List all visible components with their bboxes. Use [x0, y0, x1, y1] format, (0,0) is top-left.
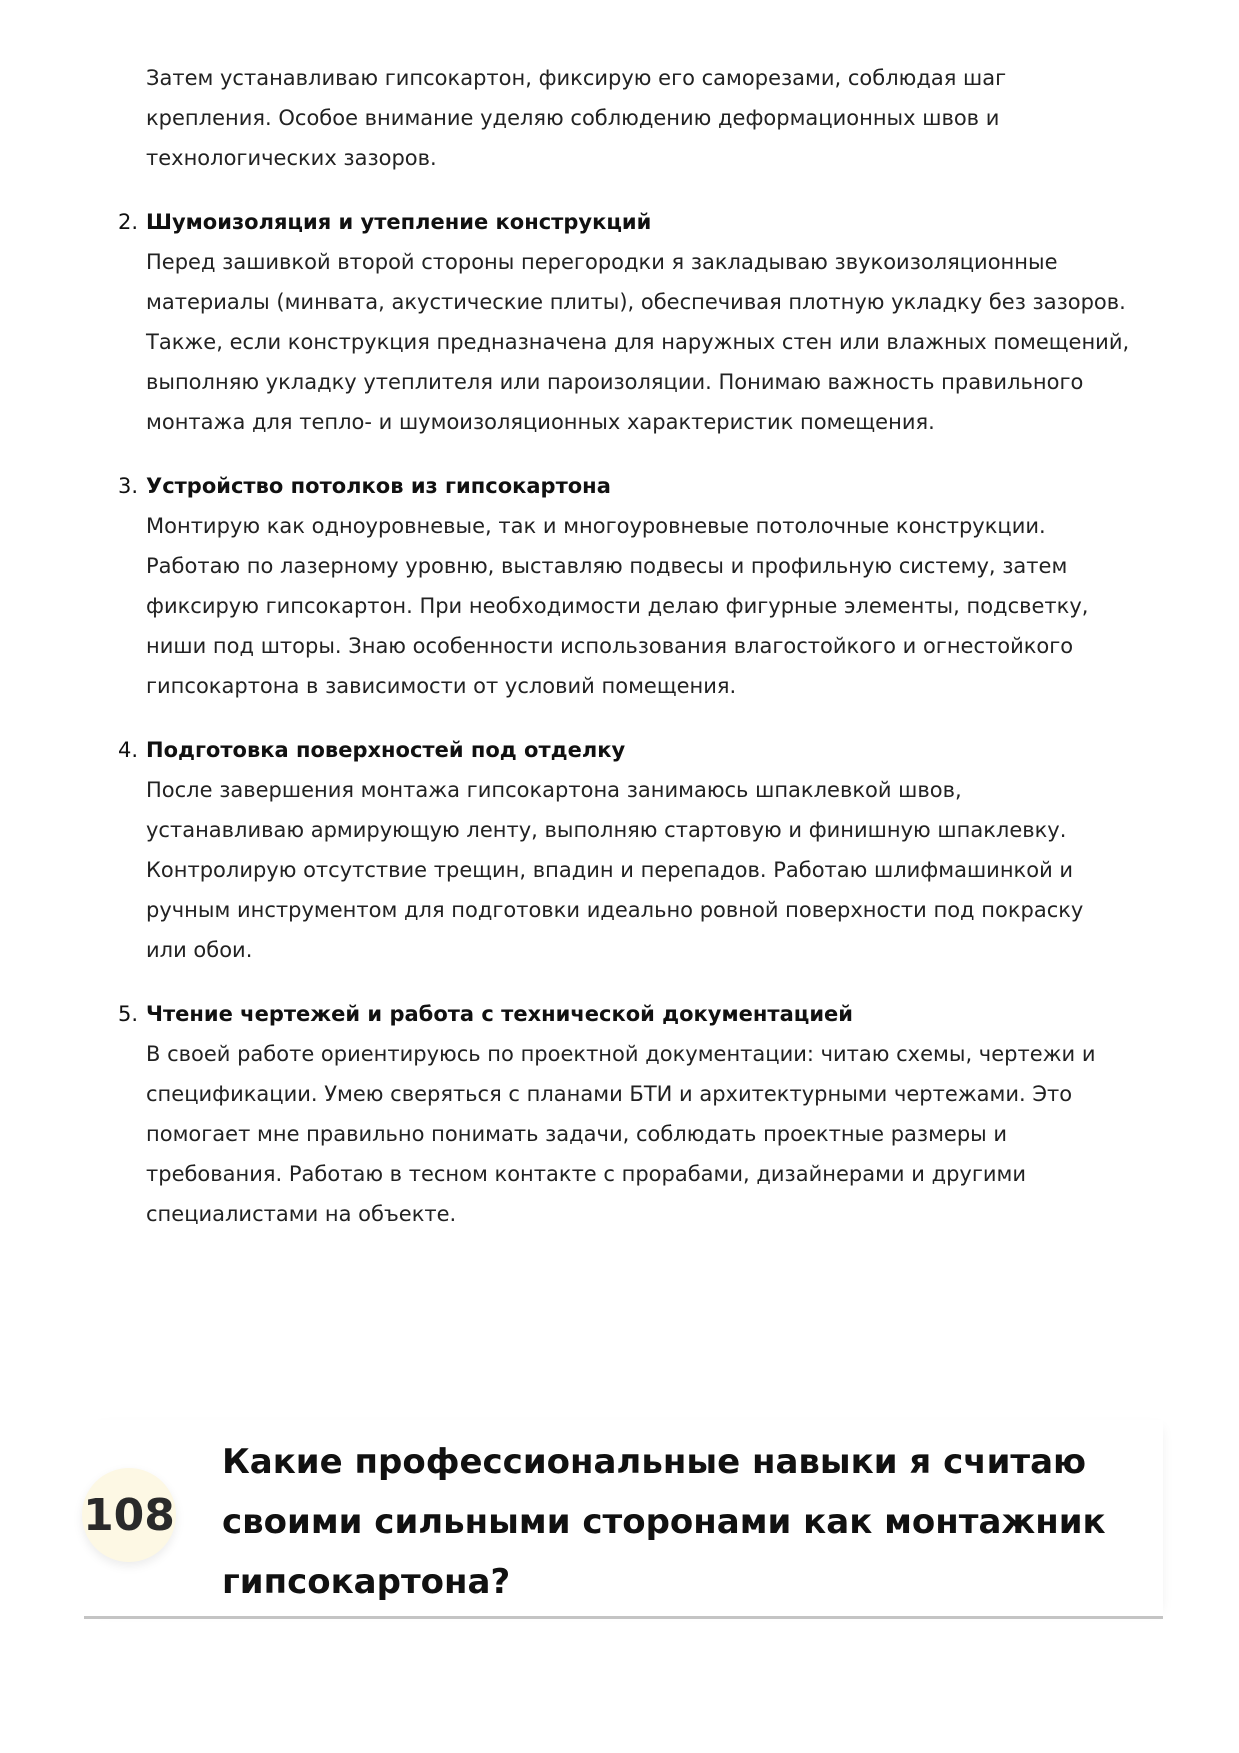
list-item-number: 2. — [118, 210, 139, 234]
list-item-number: 5. — [118, 1002, 139, 1026]
list-item-number: 4. — [118, 738, 139, 762]
document-body — [0, 58, 1239, 1234]
paragraph-line: Контролирую отсутствие трещин, впадин и перепадов. Работаю шлифмашинкой и — [146, 858, 1074, 882]
paragraph-line: Монтирую как одноуровневые, так и многоуровневые потолочные конструкции. — [146, 514, 1046, 538]
list-item-title: Шумоизоляция и утепление конструкций — [146, 210, 652, 234]
question-title-line: гипсокартона? — [222, 1562, 511, 1602]
paragraph-line: Затем устанавливаю гипсокартон, фиксирую его саморезами, соблюдая шаг — [146, 66, 1007, 90]
paragraph-line: крепления. Особое внимание уделяю соблюдению деформационных швов и — [146, 106, 1000, 130]
intro-paragraph — [146, 58, 1239, 178]
question-title-line: своими сильными сторонами как монтажник — [222, 1502, 1106, 1542]
list-item-title: Устройство потолков из гипсокартона — [146, 474, 611, 498]
paragraph-line: специалистами на объекте. — [146, 1202, 457, 1226]
paragraph-line: После завершения монтажа гипсокартона занимаюсь шпаклевкой швов, — [146, 778, 962, 802]
question-title — [222, 1432, 1106, 1612]
list-item-body — [146, 202, 1239, 442]
paragraph-line: материалы (минвата, акустические плиты), обеспечивая плотную укладку без зазоров. — [146, 290, 1126, 314]
paragraph-line: фиксирую гипсокартон. При необходимости делаю фигурные элементы, подсветку, — [146, 594, 1089, 618]
paragraph-line: требования. Работаю в тесном контакте с прорабами, дизайнерами и другими — [146, 1162, 1027, 1186]
paragraph-line: выполняю укладку утеплителя или пароизоляции. Понимаю важность правильного — [146, 370, 1084, 394]
list-item-number: 3. — [118, 474, 139, 498]
paragraph-line: помогает мне правильно понимать задачи, соблюдать проектные размеры и — [146, 1122, 1008, 1146]
paragraph-line: или обои. — [146, 938, 253, 962]
list-item — [0, 466, 1239, 706]
paragraph-line: технологических зазоров. — [146, 146, 437, 170]
list-item — [0, 994, 1239, 1234]
question-header — [84, 1420, 1163, 1619]
list-item-body — [146, 466, 1239, 706]
paragraph-line: спецификации. Умею сверяться с планами БТИ и архитектурными чертежами. Это — [146, 1082, 1073, 1106]
question-title-line: Какие профессиональные навыки я считаю — [222, 1442, 1087, 1482]
paragraph-line: гипсокартона в зависимости от условий помещения. — [146, 674, 737, 698]
paragraph-line: ниши под шторы. Знаю особенности использования влагостойкого и огнестойкого — [146, 634, 1074, 658]
list-item — [0, 202, 1239, 442]
skills-list — [0, 202, 1239, 1234]
paragraph-line: Работаю по лазерному уровню, выставляю подвесы и профильную систему, затем — [146, 554, 1068, 578]
list-item-body — [146, 730, 1239, 970]
paragraph-line: устанавливаю армирующую ленту, выполняю стартовую и финишную шпаклевку. — [146, 818, 1067, 842]
list-item-title: Чтение чертежей и работа с технической документацией — [146, 1002, 853, 1026]
list-item-body — [146, 994, 1239, 1234]
paragraph-line: В своей работе ориентируюсь по проектной документации: читаю схемы, чертежи и — [146, 1042, 1096, 1066]
paragraph-line: Также, если конструкция предназначена для наружных стен или влажных помещений, — [146, 330, 1130, 354]
paragraph-line: Перед зашивкой второй стороны перегородки я закладываю звукоизоляционные — [146, 250, 1058, 274]
question-number-badge: 108 — [82, 1468, 176, 1562]
list-item — [0, 730, 1239, 970]
list-item-title: Подготовка поверхностей под отделку — [146, 738, 626, 762]
paragraph-line: ручным инструментом для подготовки идеально ровной поверхности под покраску — [146, 898, 1084, 922]
paragraph-line: монтажа для тепло- и шумоизоляционных характеристик помещения. — [146, 410, 935, 434]
